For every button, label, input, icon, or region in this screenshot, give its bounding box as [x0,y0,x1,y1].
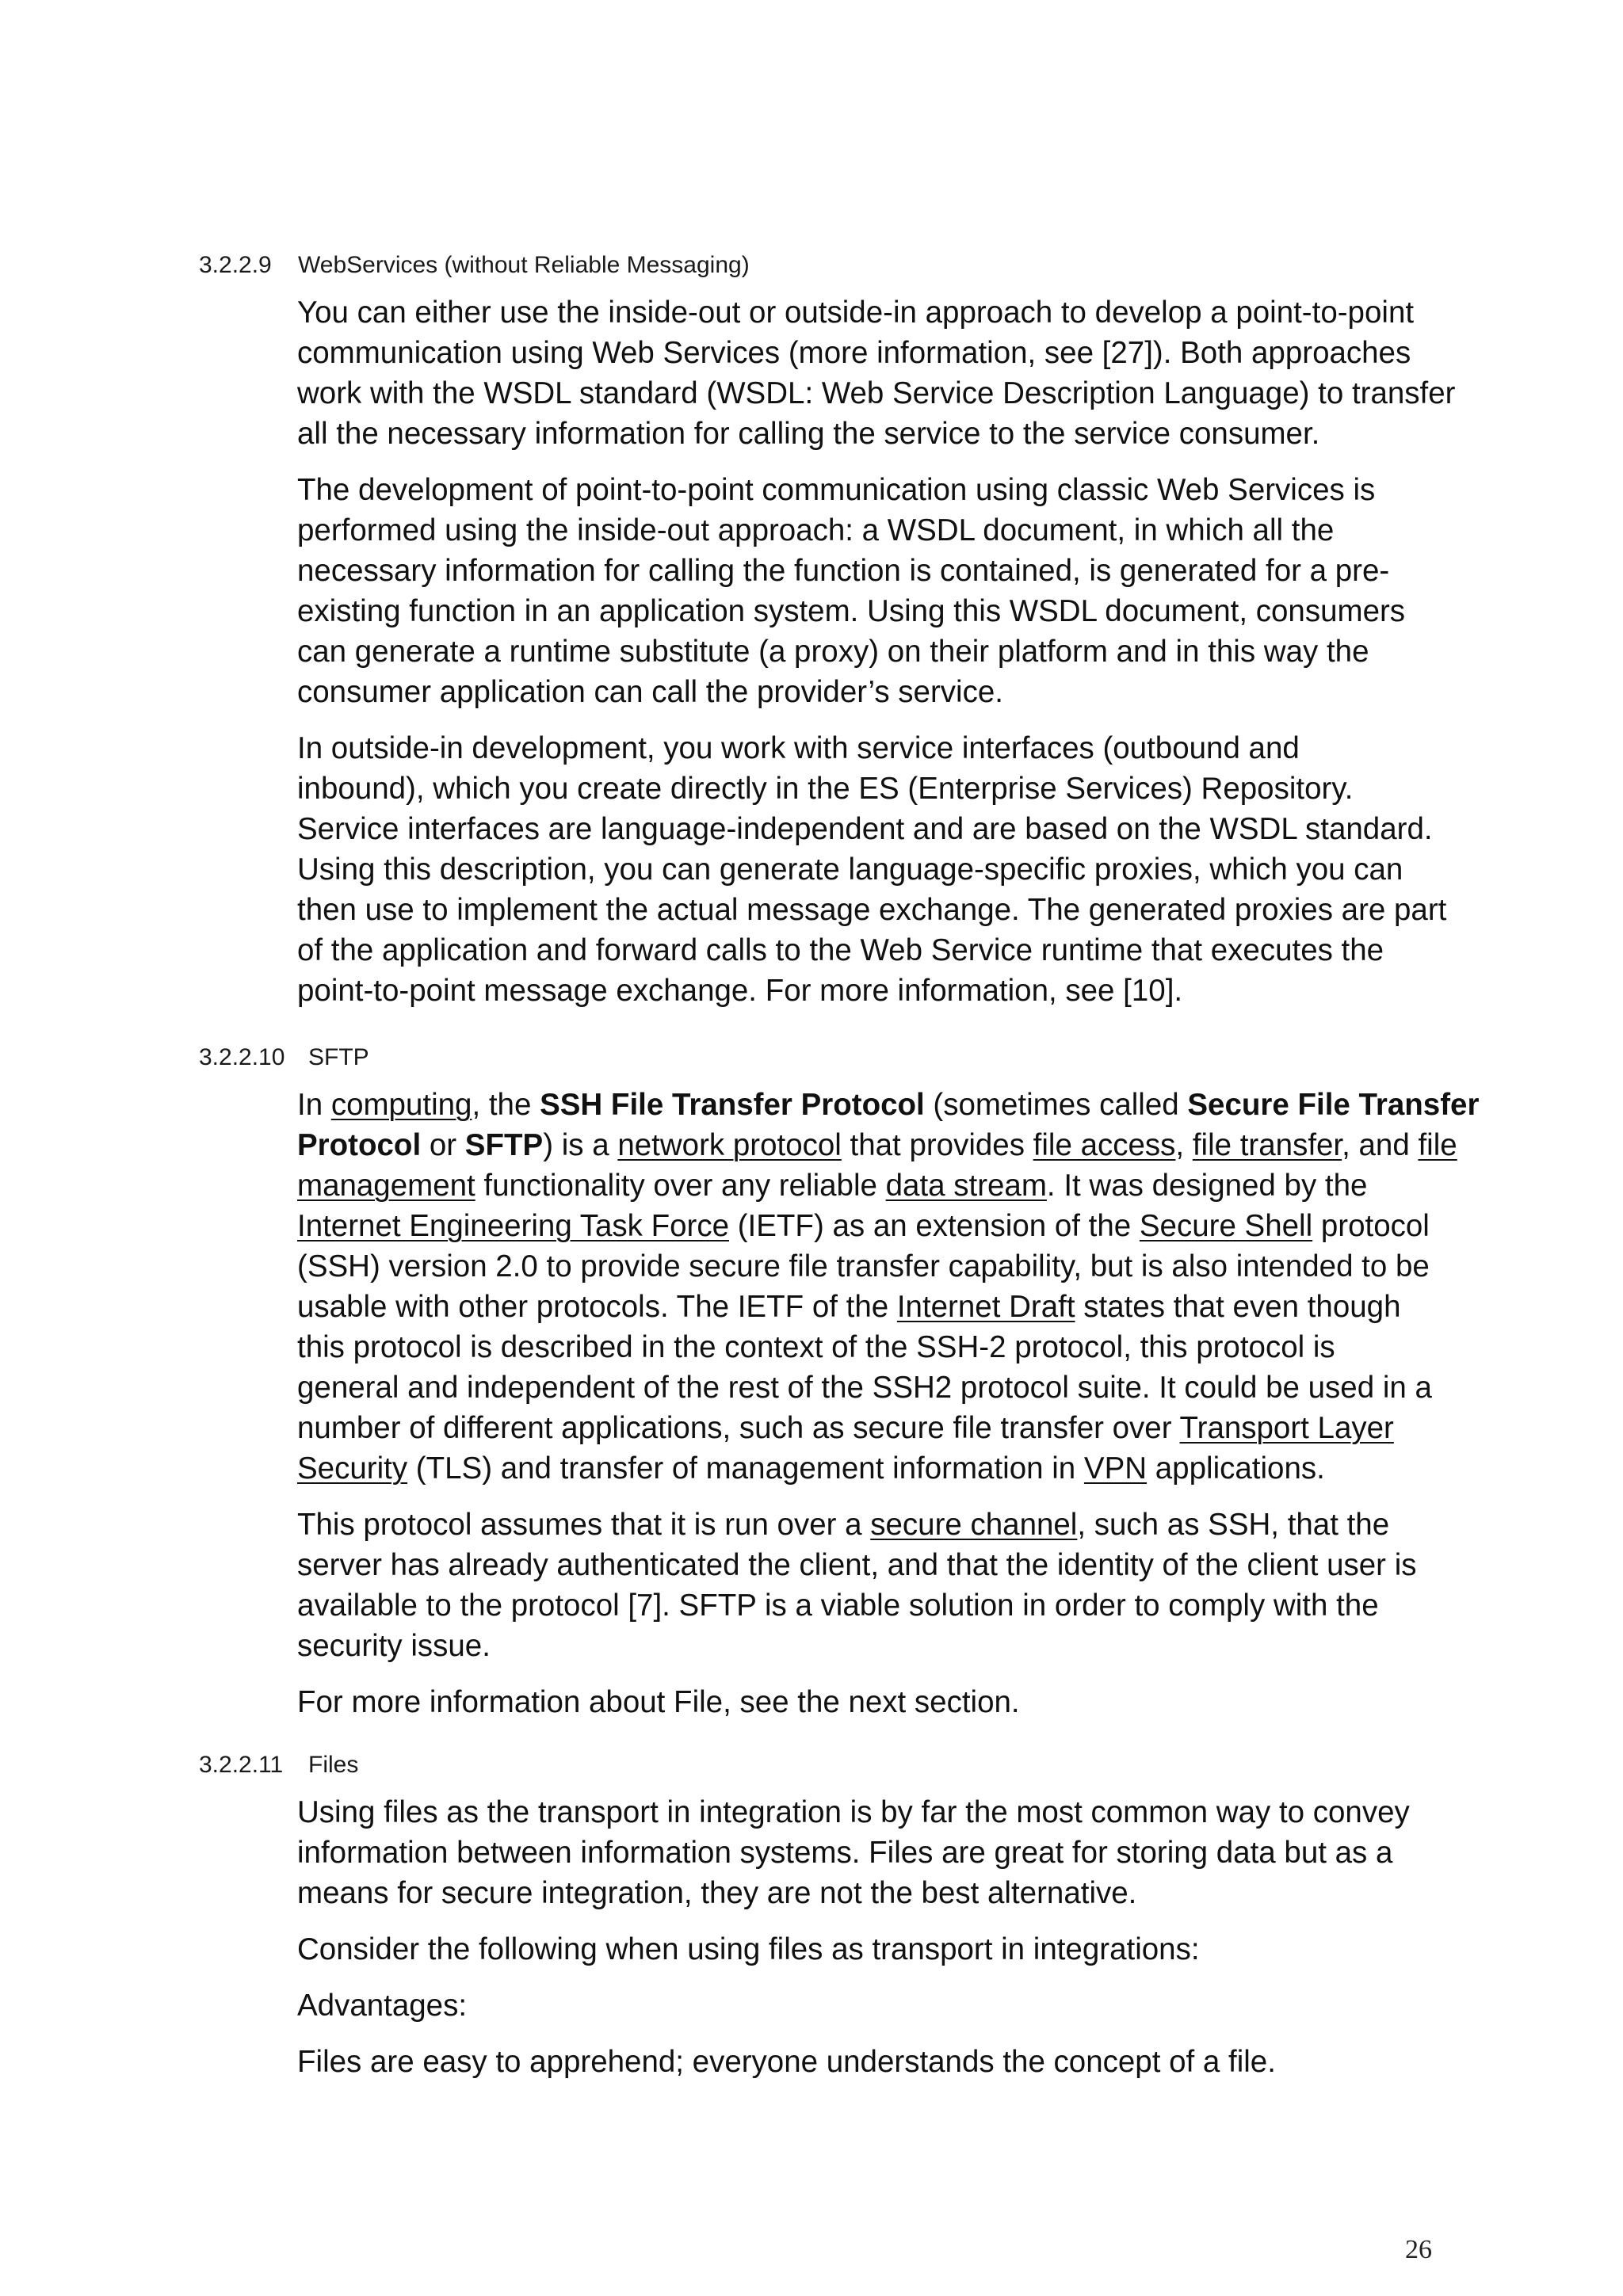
link-ietf[interactable]: Internet Engineering Task Force [297,1209,730,1243]
text-line [297,1085,1480,1125]
paragraph [297,1792,1454,1913]
text: . It was designed by the [1046,1169,1368,1203]
text: number of different applications, such as secure file transfer over [297,1411,1180,1445]
link-secure-shell[interactable]: Secure Shell [1139,1209,1313,1243]
text-line: communication using Web Services (more information, see [27]). Both approaches [297,336,1411,370]
text-line: general and independent of the rest of the SSH2 protocol suite. It could be used in a [297,1371,1432,1405]
page-number: 26 [1405,2235,1432,2264]
text-line [297,1206,1454,1246]
link-internet-draft[interactable]: Internet Draft [896,1290,1075,1324]
bold-term: SSH File Transfer Protocol [540,1088,925,1122]
paragraph [297,292,1454,454]
section-heading-files [199,1750,358,1780]
section-heading-sftp [199,1043,369,1073]
text: (IETF) as an extension of the [729,1209,1140,1243]
text-line: means for secure integration, they are not the best alternative. [297,1876,1137,1910]
text: or [421,1128,465,1162]
paragraph [297,1682,1454,1722]
link-network-protocol[interactable]: network protocol [617,1128,842,1162]
text-line: performed using the inside-out approach: a WSDL document, in which all the [297,513,1335,547]
text-line: inbound), which you create directly in the ES (Enterprise Services) Repository. [297,772,1354,806]
section-heading-webservices [199,250,750,280]
text-line: Using files as the transport in integration is by far the most common way to convey [297,1795,1410,1829]
text: , such as SSH, that the [1077,1508,1390,1542]
text-line: Advantages: [297,1989,468,2023]
section-title: SFTP [308,1044,369,1070]
text: ) is a [543,1128,618,1162]
section-body-sftp [297,1085,1480,1738]
text-line: existing function in an application system. Using this WSDL document, consumers [297,594,1406,628]
section-number: 3.2.2.10 [199,1044,285,1070]
text-line: Service interfaces are language-independent and are based on the WSDL standard. [297,812,1433,846]
text-line: Consider the following when using files as transport in integrations: [297,1932,1200,1966]
text-line [297,1165,1454,1206]
text-line: Files are easy to apprehend; everyone understands the concept of a file. [297,2045,1276,2079]
text-line: security issue. [297,1629,491,1663]
paragraph [297,1505,1454,1666]
text: In [297,1088,331,1122]
link-file-management[interactable]: file [1418,1128,1457,1162]
paragraph [297,1985,1454,2026]
text-line: necessary information for calling the function is contained, is generated for a pre- [297,554,1390,588]
paragraph [297,470,1454,712]
bold-term: SFTP [464,1128,544,1162]
text-line: all the necessary information for calling the service to the service consumer. [297,417,1320,451]
text-line: In outside-in development, you work with service interfaces (outbound and [297,731,1300,765]
text-line: work with the WSDL standard (WSDL: Web Service Description Language) to transfer [297,376,1456,410]
text: This protocol assumes that it is run over a [297,1508,871,1542]
text-line [297,1408,1454,1448]
link-tls[interactable]: Security [297,1451,408,1486]
section-body-webservices [297,292,1454,1027]
text: functionality over any reliable [475,1169,886,1203]
section-title: WebServices (without Reliable Messaging) [298,252,750,278]
text: usable with other protocols. The IETF of the [297,1290,897,1324]
section-number: 3.2.2.11 [199,1752,284,1778]
text-line: For more information about File, see the next section. [297,1685,1020,1719]
text-line: Using this description, you can generate language-specific proxies, which you can [297,852,1403,887]
text-line: consumer application can call the provider’s service. [297,675,1003,709]
text-line: then use to implement the actual message exchange. The generated proxies are part [297,893,1447,927]
text-line [297,1125,1457,1165]
text: that provides [841,1128,1033,1162]
link-data-stream[interactable]: data stream [885,1169,1047,1203]
text-line: information between information systems. Files are great for storing data but as a [297,1836,1393,1870]
text-line [297,1287,1454,1327]
text-line: (SSH) version 2.0 to provide secure file transfer capability, but is also intended to be [297,1249,1430,1283]
text-line [297,1505,1454,1545]
link-secure-channel[interactable]: secure channel [870,1508,1078,1542]
text-line: can generate a runtime substitute (a proxy) on their platform and in this way the [297,635,1369,669]
text: protocol [1312,1209,1430,1243]
text-line: point-to-point message exchange. For more information, see [10]. [297,974,1183,1008]
text-line: server has already authenticated the client, and that the identity of the client user is [297,1548,1417,1582]
text: applications. [1147,1451,1325,1486]
bold-term: Secure File Transfer [1187,1088,1480,1122]
link-file-management[interactable]: management [297,1169,475,1203]
link-computing[interactable]: computing [330,1088,472,1122]
text-line: The development of point-to-point communication using classic Web Services is [297,473,1376,507]
text-line: of the application and forward calls to the Web Service runtime that executes the [297,933,1384,967]
text-line: this protocol is described in the context of the SSH-2 protocol, this protocol is [297,1330,1335,1364]
text-line: available to the protocol [7]. SFTP is a viable solution in order to comply with the [297,1589,1379,1623]
link-file-transfer[interactable]: file transfer [1192,1128,1342,1162]
bold-term: Protocol [297,1128,422,1162]
paragraph [297,1085,1480,1489]
text-line: You can either use the inside-out or outside-in approach to develop a point-to-point [297,296,1415,330]
text: , [1175,1128,1193,1162]
paragraph [297,728,1454,1011]
link-file-access[interactable]: file access [1033,1128,1176,1162]
text: states that even though [1075,1290,1401,1324]
section-title: Files [308,1752,359,1778]
text: (TLS) and transfer of management information in [407,1451,1084,1486]
text: , and [1342,1128,1419,1162]
paragraph [297,2042,1454,2082]
section-number: 3.2.2.9 [199,252,272,278]
text: , the [472,1088,540,1122]
paragraph [297,1929,1454,1970]
text-line [297,1448,1454,1489]
text: (sometimes called [924,1088,1188,1122]
link-tls[interactable]: Transport Layer [1179,1411,1394,1445]
section-body-files [297,1792,1454,2098]
link-vpn[interactable]: VPN [1083,1451,1148,1486]
